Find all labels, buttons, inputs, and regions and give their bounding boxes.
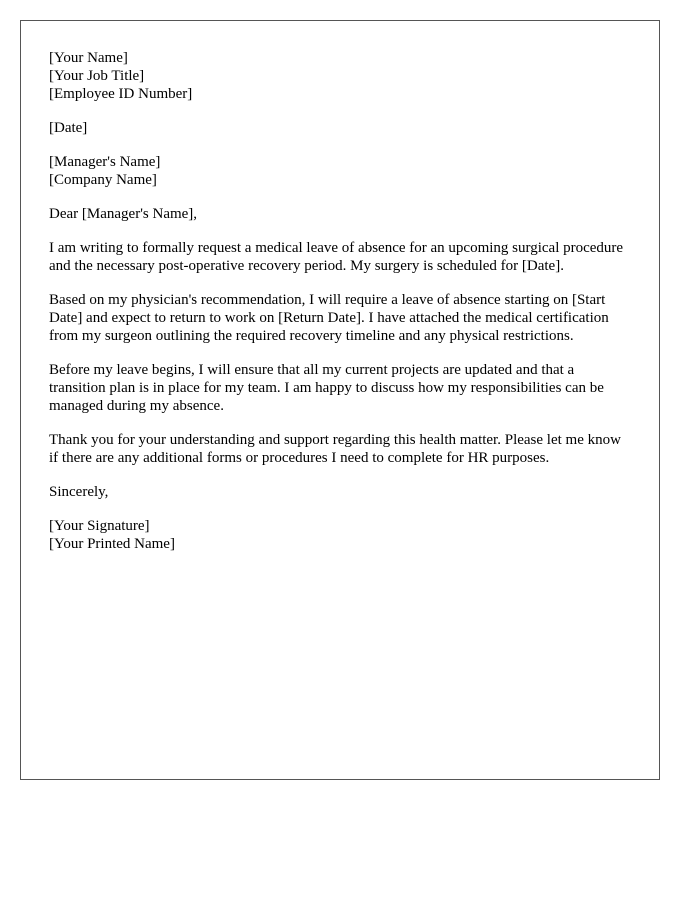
closing: Sincerely,: [49, 484, 109, 500]
body-paragraph-4: Thank you for your understanding and support regarding this health matter. Please let me know if there are any additional forms or procedures I need to complete for HR purposes.: [49, 432, 621, 466]
sender-block: [49, 49, 629, 103]
letter-body: [49, 49, 629, 569]
date-block: [49, 119, 629, 137]
recipient-manager-name: [Manager's Name]: [49, 154, 161, 170]
letter-page: [20, 20, 660, 780]
recipient-block: [49, 153, 629, 189]
signature-line: [Your Signature]: [49, 518, 150, 534]
sender-name: [Your Name]: [49, 50, 128, 66]
sender-job-title: [Your Job Title]: [49, 68, 145, 84]
body-paragraph-3: Before my leave begins, I will ensure that all my current projects are updated and that a transition plan is in place for my team. I am happy to discuss how my responsibilities can be managed during my absence.: [49, 362, 604, 414]
body-paragraph-1: I am writing to formally request a medical leave of absence for an upcoming surgical procedure and the necessary post-operative recovery period. My surgery is scheduled for [Date].: [49, 240, 624, 274]
salutation: Dear [Manager's Name],: [49, 206, 198, 222]
body-paragraph-2: Based on my physician's recommendation, I will require a leave of absence starting on [Start Date] and expect to return to work on [Return Date]. I have attached the medical certification from my surgeon outlining the required recovery timeline and any physical restrictions.: [49, 292, 609, 344]
printed-name: [Your Printed Name]: [49, 536, 175, 552]
signature-block: [49, 517, 629, 553]
sender-employee-id: [Employee ID Number]: [49, 86, 193, 102]
recipient-company-name: [Company Name]: [49, 172, 157, 188]
letter-date: [Date]: [49, 120, 88, 136]
